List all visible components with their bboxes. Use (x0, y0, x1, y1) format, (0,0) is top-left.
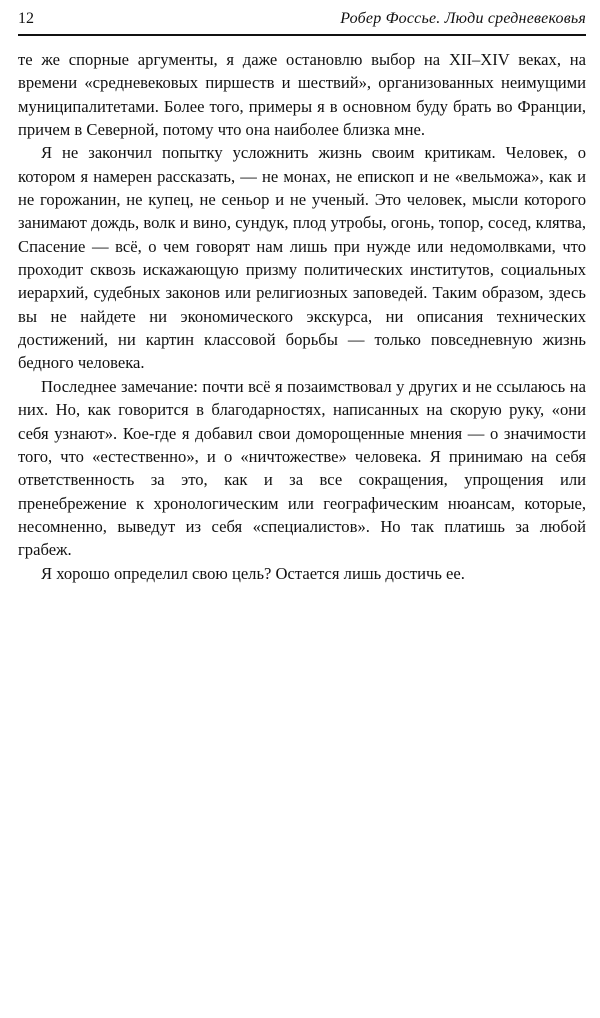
paragraph: Я не закончил попытку усложнить жизнь своим критикам. Человек, о котором я намерен рассказать, — не монах, не епископ и не «вельможа», как и не горожанин, не купец, не сеньор и не ученый. Это человек, мысли которого занимают дождь, волк и вино, сундук, плод утробы, огонь, топор, сосед, клятва, Спасение — всё, о чем говорят нам лишь при нужде или недомолвками, что проходит сквозь искажающую призму политических институтов, социальных иерархий, судебных законов или религиозных заповедей. Таким образом, здесь вы не найдете ни экономического экскурса, ни описания технических достижений, ни картин классовой борьбы — только повседневную жизнь бедного человека. (18, 143, 586, 373)
paragraph-continuation: те же спорные аргументы, я даже остановлю выбор на XII–XIV веках, на времени «средневековых пиршеств и шествий», организованных неимущими муниципалитетами. Более того, примеры я в основном буду брать во Франции, причем в Северной, потому что она наиболее близка мне. (18, 50, 586, 140)
paragraph: Последнее замечание: почти всё я позаимствовал у других и не ссылаюсь на них. Но, как говорится в благодарностях, написанных на скорую руку, «они себя узнают». Кое-где я добавил свои доморощенные мнения — о значимости того, что «естественно», и о «ничтожестве» человека. Я принимаю на себя ответственность за это, как и за все сокращения, упрощения или пренебрежение к хронологическим или географическим нюансам, которые, несомненно, выведут из себя «специалистов». Но так платишь за любой грабеж. (18, 376, 586, 560)
running-title: Робер Фоссье. Люди средневековья (340, 10, 586, 27)
page-number: 12 (18, 10, 34, 27)
running-head (18, 6, 586, 32)
paragraph: Я хорошо определил свою цель? Остается лишь достичь ее. (41, 563, 465, 583)
body-text (18, 48, 586, 585)
header-rule (18, 34, 586, 36)
book-page (18, 6, 586, 585)
